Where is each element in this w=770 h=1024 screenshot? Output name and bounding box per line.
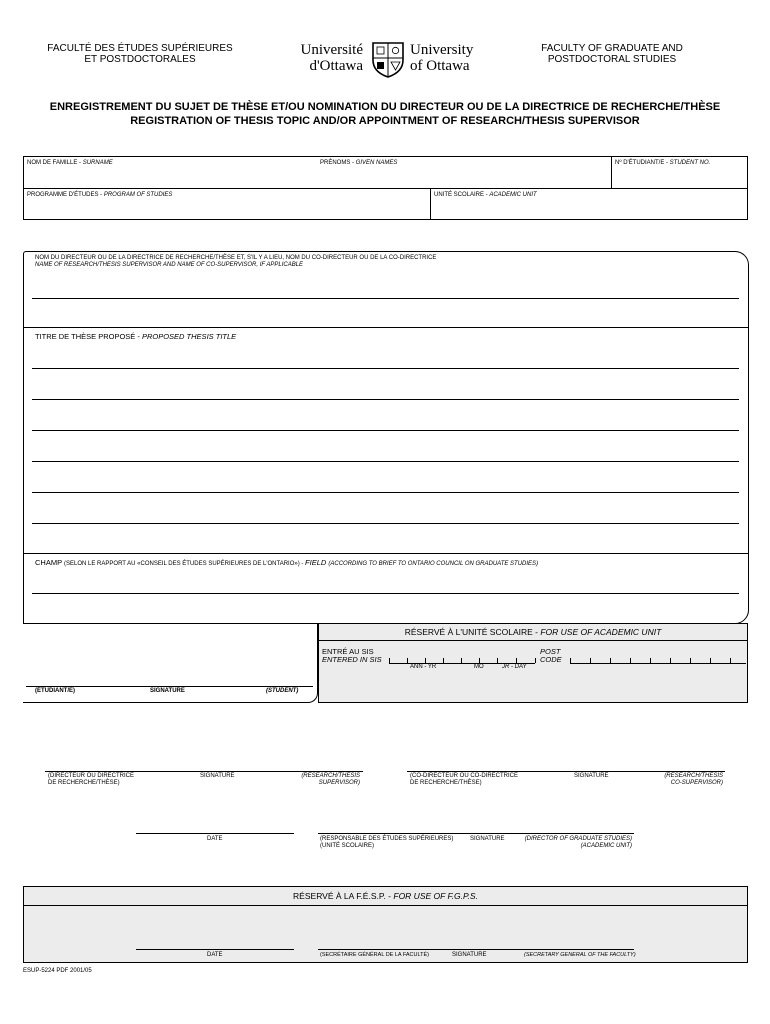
field-input[interactable] <box>32 570 739 592</box>
faculty-name-en: FACULTY OF GRADUATE AND POSTDOCTORAL STUDIES <box>541 43 683 65</box>
field-line <box>32 593 739 594</box>
academic-unit-label: UNITÉ SCOLAIRE - ACADEMIC UNIT <box>434 192 537 198</box>
academic-unit-reserved-title: RÉSERVÉ À L'UNITÉ SCOLAIRE - FOR USE OF ACADEMIC UNIT <box>404 627 662 637</box>
crest-icon <box>370 40 406 78</box>
logo-text-fr-1: Université <box>300 42 363 58</box>
fgps-signature-line <box>318 949 634 950</box>
university-logo <box>296 40 481 78</box>
surname-field[interactable] <box>24 168 314 187</box>
cosupervisor-sig-en: (RESEARCH/THESIS CO-SUPERVISOR) <box>664 773 723 786</box>
supervisor-sig-en: (RESEARCH/THESIS SUPERVISOR) <box>301 773 360 786</box>
student-signature-line <box>26 686 313 687</box>
supervisor-sig-fr: (DIRECTEUR OU DIRECTRICE DE RECHERCHE/THÈSE) <box>48 773 135 786</box>
fgps-reserved-title: RÉSERVÉ À LA F.É.S.P. - FOR USE OF F.G.P.S. <box>293 891 478 901</box>
cosupervisor-signature-field[interactable] <box>407 750 725 770</box>
student-sig-mid: SIGNATURE <box>150 688 185 694</box>
student-number-field[interactable] <box>612 168 747 187</box>
field-label: CHAMP (SELON LE RAPPORT AU «CONSEIL DES ÉTUDES SUPÉRIEURES DE L'ONTARIO») - FIELD (ACCORDING TO BRIEF TO ONTARIO COUNCIL ON GRADUATE STUDIES) <box>35 558 539 567</box>
program-field[interactable] <box>24 200 429 219</box>
director-signature-line <box>318 833 634 834</box>
day-label: JR - DAY <box>502 664 527 670</box>
thesis-title-label: TITRE DE THÈSE PROPOSÉ - PROPOSED THESIS TITLE <box>35 332 237 341</box>
sis-date-field[interactable] <box>389 655 535 663</box>
logo-text-en-1: University <box>410 42 474 58</box>
entered-sis-label: ENTRÉ AU SIS ENTERED IN SIS <box>322 647 382 664</box>
supervisor-sig-mid: SIGNATURE <box>200 773 235 779</box>
logo-text-en-2: of Ottawa <box>410 58 470 74</box>
logo-text-fr-2: d'Ottawa <box>309 58 363 74</box>
director-date-field[interactable] <box>136 812 294 832</box>
thesis-line-2 <box>32 399 739 400</box>
thesis-line-3 <box>32 430 739 431</box>
student-number-label: Nº D'ÉTUDIANT/E - STUDENT NO. <box>615 160 711 166</box>
supervisor-field[interactable] <box>32 276 739 297</box>
fgps-sig-mid: SIGNATURE <box>452 952 487 958</box>
fgps-date-field[interactable] <box>136 928 294 948</box>
cosupervisor-sig-fr: (CO-DIRECTEUR OU CO-DIRECTRICE DE RECHERCHE/THÈSE) <box>410 773 518 786</box>
year-label: ANN - YR <box>410 664 437 670</box>
supervisor-label: NOM DU DIRECTEUR OU DE LA DIRECTRICE DE RECHERCHE/THÈSE ET, S'IL Y A LIEU, NOM DU CO-DIRECTEUR OU DE LA CO-DIRECTRICE NAME OF RESEARCH/THESIS SUPERVISOR AND NAME OF CO-SUPERVISOR, IF APPLICABLE <box>35 255 437 268</box>
month-label: MO <box>474 664 484 670</box>
director-date-label: DATE <box>207 836 223 842</box>
form-title-fr: ENREGISTREMENT DU SUJET DE THÈSE ET/OU NOMINATION DU DIRECTEUR OU DE LA DIRECTRICE DE RECHERCHE/THÈSE <box>49 101 721 113</box>
given-names-label: PRÉNOMS - GIVEN NAMES <box>320 160 398 166</box>
post-code-field[interactable] <box>570 655 746 663</box>
director-sig-fr: (RESPONSABLE DES ÉTUDES SUPÉRIEURES) (UNITÉ SCOLAIRE) <box>320 836 454 849</box>
form-title <box>0 100 770 128</box>
thesis-line-1 <box>32 368 739 369</box>
director-date-line <box>136 833 294 834</box>
director-signature-field[interactable] <box>318 812 634 832</box>
cosupervisor-sig-mid: SIGNATURE <box>574 773 609 779</box>
program-label: PROGRAMME D'ÉTUDES - PROGRAM OF STUDIES <box>27 192 173 198</box>
student-signature-field[interactable] <box>26 627 311 685</box>
given-names-field[interactable] <box>318 168 608 187</box>
cosupervisor-signature-line <box>407 771 725 772</box>
surname-label: NOM DE FAMILLE - SURNAME <box>27 160 113 166</box>
thesis-line-4 <box>32 461 739 462</box>
thesis-line-5 <box>32 492 739 493</box>
director-sig-mid: SIGNATURE <box>470 836 505 842</box>
form-code: ESUP-5224 PDF 2001/05 <box>23 968 92 974</box>
fgps-date-label: DATE <box>207 952 223 958</box>
student-sig-fr: (ÉTUDIANT/E) <box>35 688 75 694</box>
supervisor-signature-field[interactable] <box>45 750 363 770</box>
fgps-signature-field[interactable] <box>318 928 634 948</box>
thesis-title-field[interactable] <box>32 345 739 523</box>
director-sig-en: (DIRECTOR OF GRADUATE STUDIES) (ACADEMIC UNIT) <box>524 836 632 849</box>
supervisor-line <box>32 298 739 299</box>
academic-unit-field[interactable] <box>431 200 747 219</box>
student-sig-en: (STUDENT) <box>266 688 299 694</box>
faculty-name-fr: FACULTÉ DES ÉTUDES SUPÉRIEURES ET POSTDOCTORALES <box>47 43 233 65</box>
fgps-sig-fr: (SECRÉTAIRE GÉNÉRAL DE LA FACULTÉ) <box>320 952 430 958</box>
fgps-sig-en: (SECRETARY GENERAL OF THE FACULTY) <box>524 952 636 958</box>
fgps-date-line <box>136 949 294 950</box>
thesis-line-6 <box>32 523 739 524</box>
form-title-en: REGISTRATION OF THESIS TOPIC AND/OR APPOINTMENT OF RESEARCH/THESIS SUPERVISOR <box>130 115 640 127</box>
supervisor-signature-line <box>45 771 363 772</box>
post-code-label: POST CODE <box>540 647 562 664</box>
